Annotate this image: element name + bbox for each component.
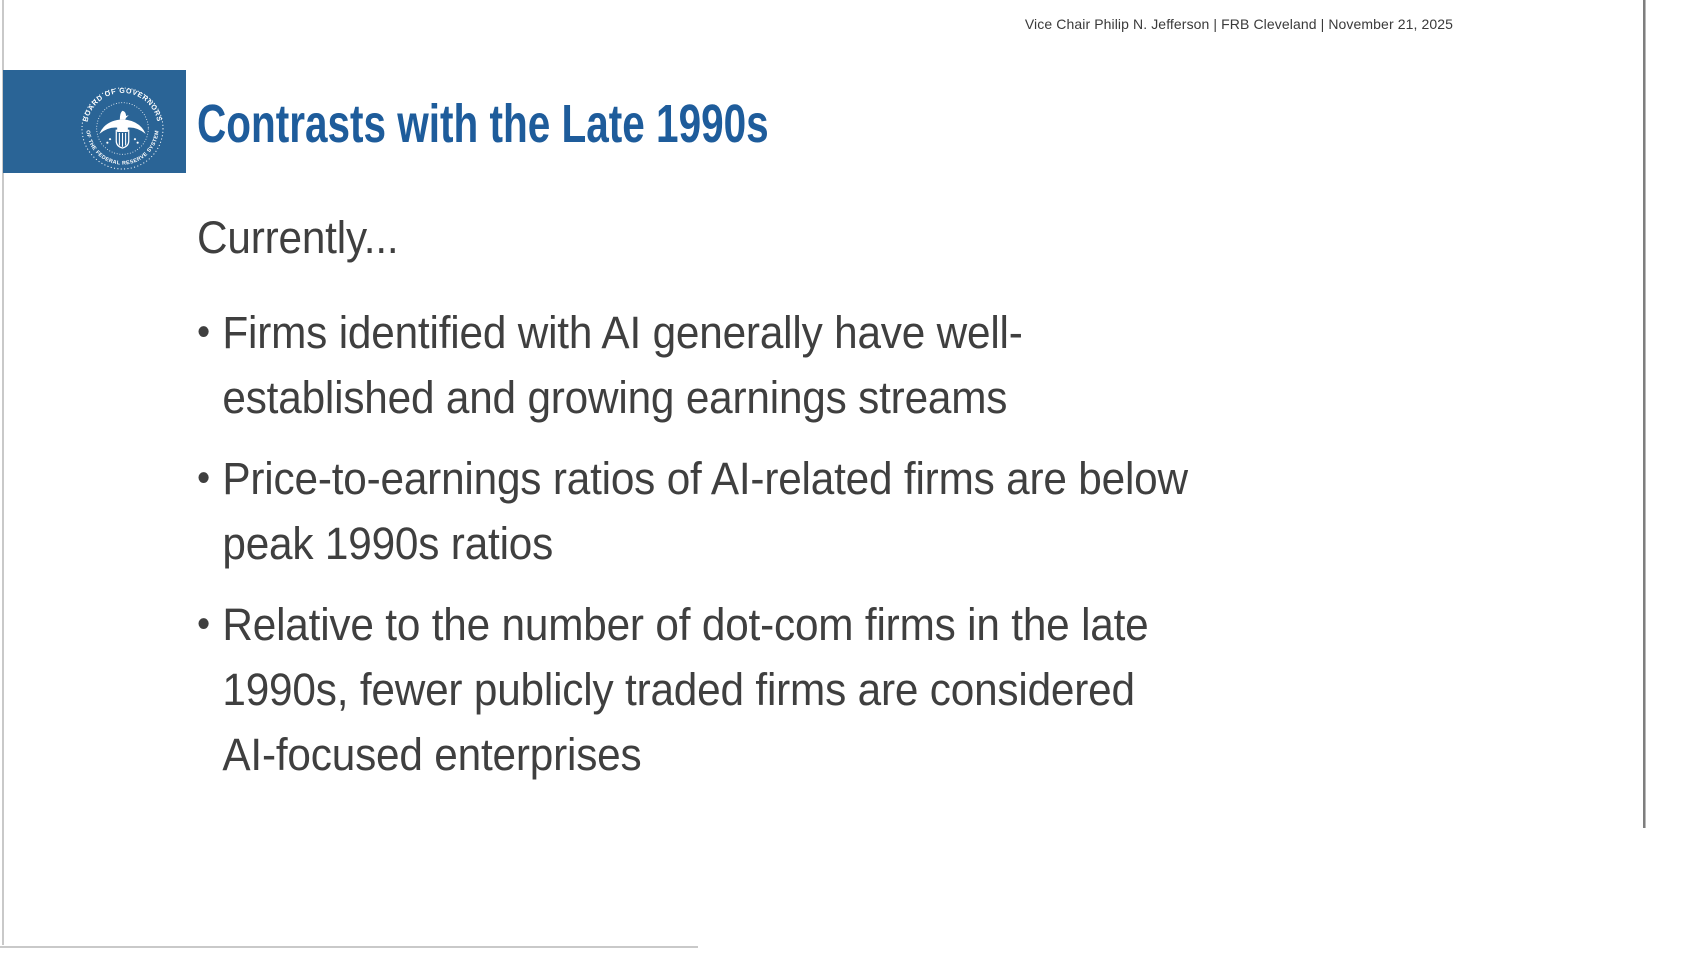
bullet-line: peak 1990s ratios [222, 518, 554, 569]
intro-text: Currently... [197, 212, 399, 263]
bullet-item [197, 592, 1447, 787]
slide-title: Contrasts with the Late 1990s [197, 94, 769, 154]
bullet-line: Relative to the number of dot-com firms in the late [222, 599, 1149, 650]
viewer-bottom-border [0, 946, 698, 948]
eagle-emblem-icon [99, 111, 145, 148]
bullet-line: 1990s, fewer publicly traded firms are considered [222, 664, 1135, 715]
bullet-text [222, 300, 1022, 430]
fed-logo [3, 70, 186, 173]
bullet-item [197, 300, 1447, 430]
seal-ring-bottom-text: OF THE FEDERAL RESERVE SYSTEM [84, 129, 161, 167]
slide-body [197, 205, 1447, 803]
bullet-icon: • [197, 456, 210, 500]
bullet-list [197, 300, 1447, 787]
bullet-line: AI-focused enterprises [222, 729, 642, 780]
seal-ring-top-text: BOARD OF GOVERNORS [81, 86, 164, 123]
bullet-line: established and growing earnings streams [222, 372, 1008, 423]
page-right-edge [1643, 0, 1646, 828]
bullet-icon: • [197, 310, 210, 354]
bullet-item [197, 446, 1447, 576]
bullet-text [222, 446, 1187, 576]
federal-reserve-seal-icon [78, 84, 167, 173]
bullet-icon: • [197, 602, 210, 646]
bullet-text [222, 592, 1148, 787]
bullet-line: Price-to-earnings ratios of AI-related firms are below [222, 453, 1188, 504]
bullet-line: Firms identified with AI generally have well- [222, 307, 1023, 358]
attribution-text: Vice Chair Philip N. Jefferson | FRB Cleveland | November 21, 2025 [1024, 16, 1453, 32]
